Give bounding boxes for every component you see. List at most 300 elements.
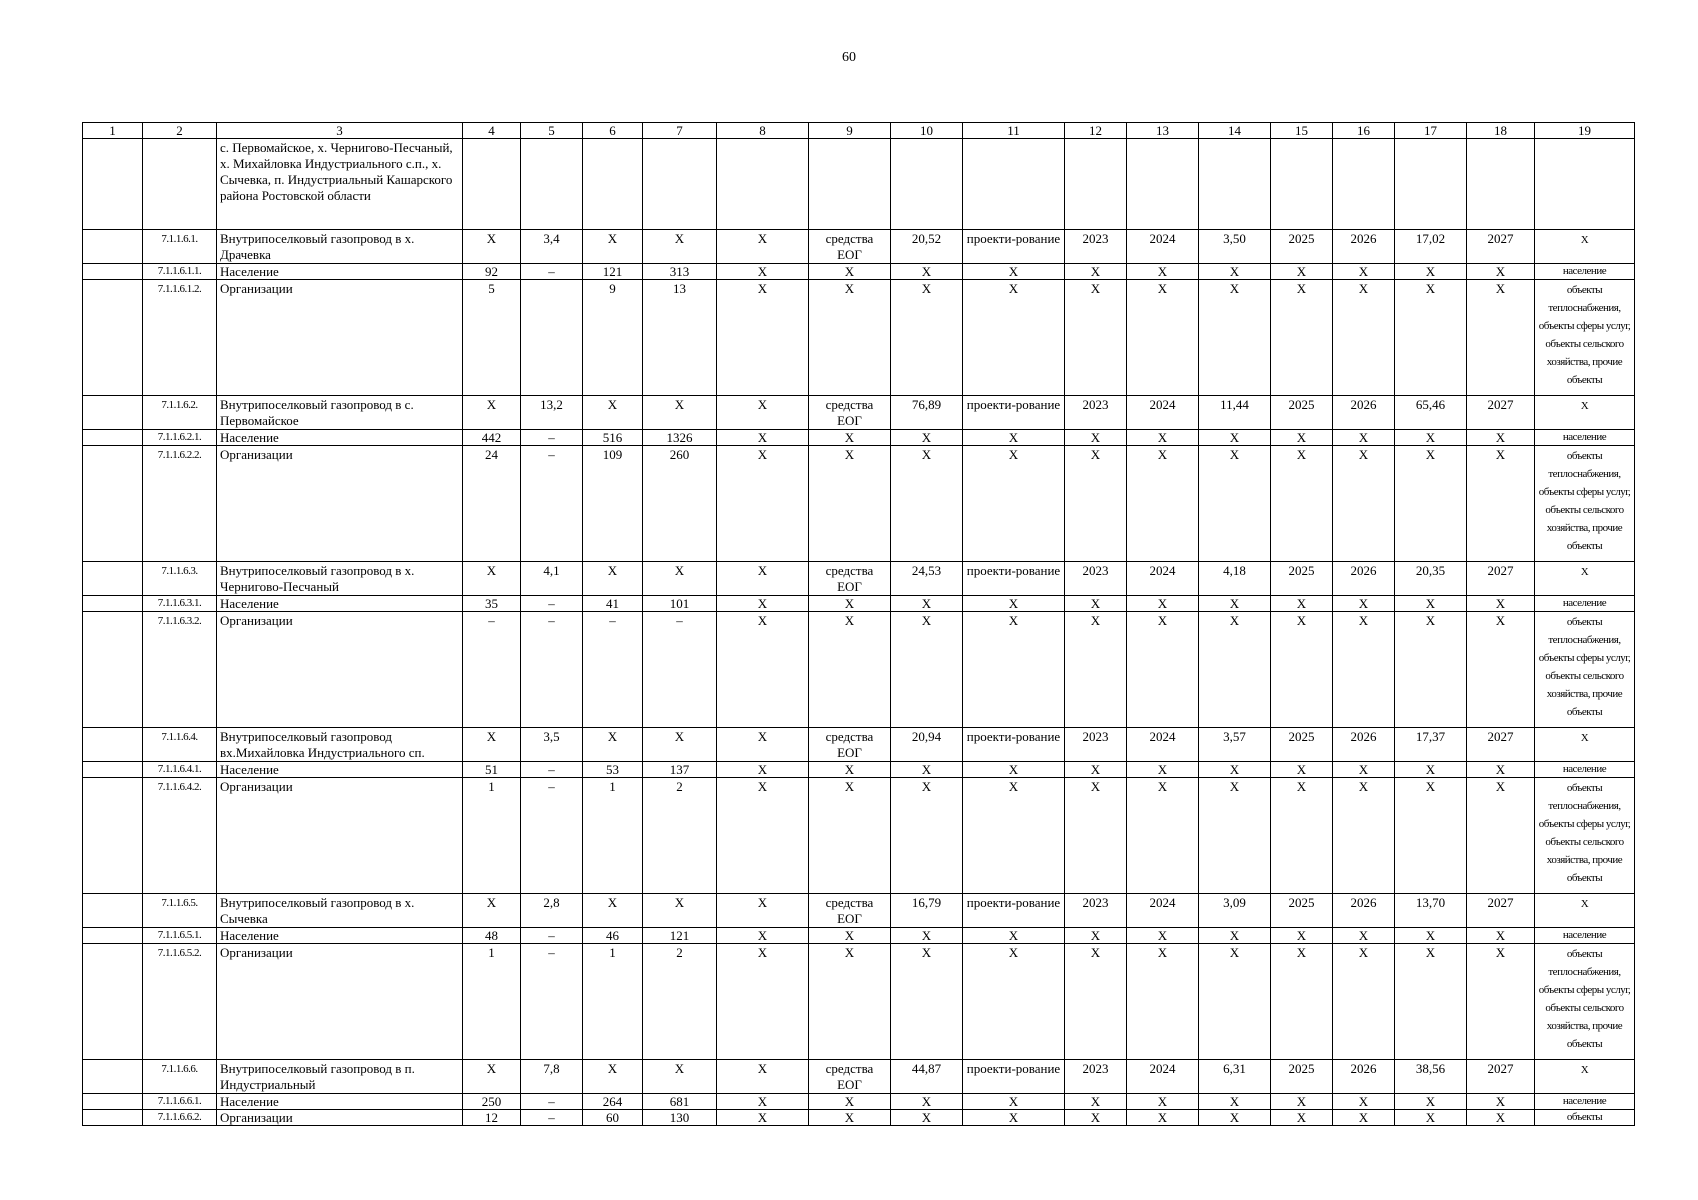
table-cell: 2024 (1127, 230, 1199, 264)
table-cell: X (717, 264, 809, 280)
table-cell (83, 894, 143, 928)
table-cell: X (1395, 612, 1467, 728)
table-cell: – (521, 446, 583, 562)
table-cell: X (1199, 430, 1271, 446)
table-cell: X (643, 1060, 717, 1094)
table-cell: X (809, 778, 891, 894)
table-cell: X (1333, 430, 1395, 446)
consumer-type: население (1535, 1094, 1635, 1110)
consumer-type: X (1535, 728, 1635, 762)
table-cell (1199, 139, 1271, 230)
item-number: 7.1.1.6.6.1. (143, 1094, 217, 1110)
table-cell: 17,37 (1395, 728, 1467, 762)
table-cell: X (1271, 280, 1333, 396)
table-cell: X (1395, 778, 1467, 894)
table-cell: X (963, 778, 1065, 894)
table-cell: X (963, 944, 1065, 1060)
table-cell: X (1065, 430, 1127, 446)
table-cell (83, 139, 143, 230)
table-cell: 38,56 (1395, 1060, 1467, 1094)
item-name: Внутрипоселковый газопровод в х. Драчевка (217, 230, 463, 264)
table-cell: X (583, 230, 643, 264)
table-cell (143, 139, 217, 230)
table-cell: X (1127, 446, 1199, 562)
table-cell: X (1395, 1110, 1467, 1126)
table-cell: 2025 (1271, 562, 1333, 596)
item-number: 7.1.1.6.2.1. (143, 430, 217, 446)
table-cell: X (1333, 446, 1395, 562)
table-cell (1065, 139, 1127, 230)
table-cell: X (891, 778, 963, 894)
table-cell: X (891, 430, 963, 446)
table-cell: 20,52 (891, 230, 963, 264)
organizations-row (83, 1110, 1635, 1126)
table-cell (83, 928, 143, 944)
table-cell: 2026 (1333, 894, 1395, 928)
item-number: 7.1.1.6.2. (143, 396, 217, 430)
table-cell: X (1127, 280, 1199, 396)
table-cell (83, 446, 143, 562)
table-cell: – (583, 612, 643, 728)
table-cell: 2025 (1271, 396, 1333, 430)
table-cell: 3,57 (1199, 728, 1271, 762)
consumer-type: население (1535, 596, 1635, 612)
table-cell: X (809, 762, 891, 778)
intro-text: с. Первомайское, х. Чернигово-Песчаный, х. Михайловка Индустриального с.п., х. Сычевка, п. Индустриальный Кашарского района Ростовской области (217, 139, 463, 230)
table-cell: 442 (463, 430, 521, 446)
table-cell: X (717, 1110, 809, 1126)
table-cell: – (521, 596, 583, 612)
table-cell: X (1271, 612, 1333, 728)
table-cell: 2026 (1333, 562, 1395, 596)
table-cell: проекти-рование (963, 1060, 1065, 1094)
table-cell: X (1271, 430, 1333, 446)
table-cell: X (643, 894, 717, 928)
table-cell (521, 280, 583, 396)
table-cell: X (891, 446, 963, 562)
table-cell: 2026 (1333, 230, 1395, 264)
column-number: 9 (809, 123, 891, 139)
population-row (83, 928, 1635, 944)
data-table (82, 122, 1635, 1126)
table-cell: 5 (463, 280, 521, 396)
column-number: 7 (643, 123, 717, 139)
table-cell: средства ЕОГ (809, 230, 891, 264)
column-number: 14 (1199, 123, 1271, 139)
table-cell: средства ЕОГ (809, 562, 891, 596)
column-number: 10 (891, 123, 963, 139)
table-cell: 2024 (1127, 728, 1199, 762)
table-cell: X (891, 1110, 963, 1126)
table-cell: X (963, 264, 1065, 280)
item-number: 7.1.1.6.5.2. (143, 944, 217, 1060)
table-cell: X (1199, 596, 1271, 612)
item-number: 7.1.1.6.4.2. (143, 778, 217, 894)
table-cell: 44,87 (891, 1060, 963, 1094)
consumer-type: X (1535, 1060, 1635, 1094)
table-cell: 20,94 (891, 728, 963, 762)
item-number: 7.1.1.6.4. (143, 728, 217, 762)
table-cell: X (809, 264, 891, 280)
table-cell: X (1199, 762, 1271, 778)
organizations-row (83, 446, 1635, 562)
table-cell: X (1467, 762, 1535, 778)
table-cell: X (809, 1094, 891, 1110)
table-cell: X (1127, 944, 1199, 1060)
item-name: Внутрипоселковый газопровод вх.Михайловка Индустриального сп. (217, 728, 463, 762)
item-name: Внутрипоселковый газопровод в х. Чернигово-Песчаный (217, 562, 463, 596)
table-cell: X (1333, 280, 1395, 396)
table-cell (83, 230, 143, 264)
table-cell: проекти-рование (963, 728, 1065, 762)
object-row (83, 728, 1635, 762)
item-name: Население (217, 596, 463, 612)
table-cell: 2027 (1467, 230, 1535, 264)
table-cell: X (1467, 1094, 1535, 1110)
table-cell: – (521, 430, 583, 446)
table-cell: проекти-рование (963, 894, 1065, 928)
table-cell: 2023 (1065, 728, 1127, 762)
table-cell: X (643, 396, 717, 430)
table-cell: 2024 (1127, 396, 1199, 430)
item-name: Организации (217, 944, 463, 1060)
table-cell: 12 (463, 1110, 521, 1126)
table-cell (1467, 139, 1535, 230)
table-cell: X (891, 264, 963, 280)
table-cell: X (963, 612, 1065, 728)
table-cell (83, 280, 143, 396)
table-cell: X (891, 928, 963, 944)
table-cell: X (963, 928, 1065, 944)
item-name: Внутрипоселковый газопровод в с. Первомайское (217, 396, 463, 430)
table-cell: X (1271, 1110, 1333, 1126)
table-cell: X (717, 230, 809, 264)
table-cell: X (717, 944, 809, 1060)
table-cell: – (521, 762, 583, 778)
table-cell: проекти-рование (963, 562, 1065, 596)
table-cell: X (463, 230, 521, 264)
table-cell: 681 (643, 1094, 717, 1110)
item-name: Население (217, 430, 463, 446)
table-cell: 1 (583, 944, 643, 1060)
table-cell: 13,2 (521, 396, 583, 430)
column-number: 19 (1535, 123, 1635, 139)
table-cell: X (1065, 928, 1127, 944)
table-cell (463, 139, 521, 230)
item-name: Организации (217, 280, 463, 396)
column-number: 8 (717, 123, 809, 139)
table-cell: X (1065, 778, 1127, 894)
table-cell: 6,31 (1199, 1060, 1271, 1094)
table-cell: X (717, 596, 809, 612)
table-cell: проекти-рование (963, 230, 1065, 264)
table-cell: X (1127, 778, 1199, 894)
table-cell: X (717, 612, 809, 728)
item-name: Организации (217, 778, 463, 894)
table-cell: средства ЕОГ (809, 894, 891, 928)
table-cell: 2025 (1271, 894, 1333, 928)
table-cell: X (717, 728, 809, 762)
table-cell: X (1271, 264, 1333, 280)
table-cell: X (1333, 264, 1395, 280)
table-cell: X (1395, 1094, 1467, 1110)
item-number: 7.1.1.6.6. (143, 1060, 217, 1094)
table-cell: 2024 (1127, 1060, 1199, 1094)
table-cell: X (891, 612, 963, 728)
table-cell (891, 139, 963, 230)
table-cell: X (1395, 264, 1467, 280)
table-cell: 101 (643, 596, 717, 612)
table-cell: X (1127, 596, 1199, 612)
table-cell: X (1271, 928, 1333, 944)
item-number: 7.1.1.6.1.2. (143, 280, 217, 396)
table-cell: X (583, 894, 643, 928)
table-body (83, 139, 1635, 1126)
consumer-type: объекты теплоснабжения, объекты сферы услуг, объекты сельского хозяйства, прочие объекты (1535, 944, 1635, 1060)
table-cell: X (1395, 762, 1467, 778)
page-number: 60 (842, 50, 856, 65)
table-cell: – (521, 612, 583, 728)
table-cell: X (1065, 1094, 1127, 1110)
table-cell: 2023 (1065, 230, 1127, 264)
table-cell: X (1467, 264, 1535, 280)
table-cell: X (463, 396, 521, 430)
object-row (83, 1060, 1635, 1094)
table-cell: X (1271, 762, 1333, 778)
table-cell (809, 139, 891, 230)
table-cell: X (1467, 1110, 1535, 1126)
table-cell: X (717, 1094, 809, 1110)
item-number: 7.1.1.6.1. (143, 230, 217, 264)
table-cell (83, 944, 143, 1060)
item-name: Население (217, 928, 463, 944)
table-cell: X (1199, 778, 1271, 894)
column-number: 15 (1271, 123, 1333, 139)
table-cell: X (463, 1060, 521, 1094)
table-cell: 53 (583, 762, 643, 778)
item-number: 7.1.1.6.3.1. (143, 596, 217, 612)
table-cell: X (1199, 446, 1271, 562)
table-cell: 16,79 (891, 894, 963, 928)
table-cell: 3,5 (521, 728, 583, 762)
item-number: 7.1.1.6.1.1. (143, 264, 217, 280)
table-cell: X (1395, 596, 1467, 612)
table-cell: X (1065, 762, 1127, 778)
table-cell: X (463, 562, 521, 596)
table-cell: X (963, 1094, 1065, 1110)
table-cell: X (1395, 928, 1467, 944)
table-cell: X (583, 562, 643, 596)
item-number: 7.1.1.6.3. (143, 562, 217, 596)
table-cell: X (963, 280, 1065, 396)
organizations-row (83, 280, 1635, 396)
column-number: 2 (143, 123, 217, 139)
table-cell: X (963, 430, 1065, 446)
table-cell: 20,35 (1395, 562, 1467, 596)
table-cell: 2023 (1065, 894, 1127, 928)
table-cell: 2027 (1467, 894, 1535, 928)
population-row (83, 430, 1635, 446)
item-name: Население (217, 762, 463, 778)
table-cell: 2026 (1333, 1060, 1395, 1094)
table-cell: X (1127, 1110, 1199, 1126)
table-cell: 2024 (1127, 562, 1199, 596)
table-cell (83, 430, 143, 446)
table-cell: X (717, 762, 809, 778)
table-cell: X (1333, 596, 1395, 612)
table-cell: 76,89 (891, 396, 963, 430)
item-number: 7.1.1.6.6.2. (143, 1110, 217, 1126)
table-cell: 2025 (1271, 1060, 1333, 1094)
table-cell: X (717, 430, 809, 446)
table-cell: X (1271, 596, 1333, 612)
table-cell: X (809, 612, 891, 728)
consumer-type: X (1535, 230, 1635, 264)
item-name: Население (217, 264, 463, 280)
table-cell: 3,50 (1199, 230, 1271, 264)
table-cell: – (521, 928, 583, 944)
column-number-row (83, 123, 1635, 139)
table-cell: 3,09 (1199, 894, 1271, 928)
column-number: 18 (1467, 123, 1535, 139)
table-cell: X (1199, 612, 1271, 728)
table-cell: X (1467, 928, 1535, 944)
table-cell: X (1127, 264, 1199, 280)
table-cell: – (521, 1110, 583, 1126)
table-cell: 4,1 (521, 562, 583, 596)
table-cell: 2023 (1065, 396, 1127, 430)
table-cell: X (463, 894, 521, 928)
table-cell: X (809, 280, 891, 396)
table-cell: X (1333, 1110, 1395, 1126)
table-cell (83, 1110, 143, 1126)
table-cell: 2023 (1065, 562, 1127, 596)
table-cell: 1 (463, 944, 521, 1060)
table-cell (83, 1094, 143, 1110)
table-cell: X (809, 446, 891, 562)
table-cell: 35 (463, 596, 521, 612)
table-cell: X (717, 280, 809, 396)
table-cell: X (809, 944, 891, 1060)
table-cell: X (1199, 928, 1271, 944)
table-cell: средства ЕОГ (809, 1060, 891, 1094)
table-cell: – (643, 612, 717, 728)
consumer-type: X (1535, 894, 1635, 928)
organizations-row (83, 778, 1635, 894)
table-cell: 313 (643, 264, 717, 280)
table-cell: X (809, 596, 891, 612)
object-row (83, 562, 1635, 596)
table-cell: X (809, 430, 891, 446)
column-number: 6 (583, 123, 643, 139)
table-cell: – (521, 944, 583, 1060)
table-cell (83, 612, 143, 728)
table-cell: X (643, 728, 717, 762)
table-cell: X (891, 762, 963, 778)
table-cell: X (717, 562, 809, 596)
table-cell (83, 396, 143, 430)
table-cell: X (717, 928, 809, 944)
table-cell (583, 139, 643, 230)
table-cell: X (1467, 778, 1535, 894)
table-cell: X (1333, 762, 1395, 778)
population-row (83, 264, 1635, 280)
item-name: Организации (217, 612, 463, 728)
item-name: Население (217, 1094, 463, 1110)
table-cell: X (1271, 944, 1333, 1060)
item-number: 7.1.1.6.5. (143, 894, 217, 928)
consumer-type: население (1535, 430, 1635, 446)
table-cell: X (1467, 944, 1535, 1060)
table-cell (717, 139, 809, 230)
table-cell: 1 (463, 778, 521, 894)
table-cell: проекти-рование (963, 396, 1065, 430)
table-cell: 41 (583, 596, 643, 612)
table-cell: X (891, 596, 963, 612)
consumer-type: объекты теплоснабжения, объекты сферы услуг, объекты сельского хозяйства, прочие объекты (1535, 280, 1635, 396)
table-cell: X (1127, 612, 1199, 728)
table-cell (83, 762, 143, 778)
table-cell: X (1065, 446, 1127, 562)
table-cell: 2 (643, 944, 717, 1060)
organizations-row (83, 944, 1635, 1060)
table-cell: 2 (643, 778, 717, 894)
table-cell: 13 (643, 280, 717, 396)
table-cell: X (963, 1110, 1065, 1126)
consumer-type: X (1535, 396, 1635, 430)
table-cell: X (1395, 446, 1467, 562)
table-cell (1395, 139, 1467, 230)
population-row (83, 1094, 1635, 1110)
table-cell: X (583, 396, 643, 430)
column-number: 12 (1065, 123, 1127, 139)
consumer-type: население (1535, 264, 1635, 280)
table-cell: X (1333, 928, 1395, 944)
table-cell: – (521, 778, 583, 894)
population-row (83, 596, 1635, 612)
table-cell: X (1467, 446, 1535, 562)
table-cell: 46 (583, 928, 643, 944)
item-name: Организации (217, 446, 463, 562)
table-cell: 24 (463, 446, 521, 562)
table-cell: 2027 (1467, 562, 1535, 596)
table-cell: X (891, 280, 963, 396)
table-cell: X (1467, 280, 1535, 396)
table-cell: X (1065, 596, 1127, 612)
table-cell: 92 (463, 264, 521, 280)
table-cell: X (583, 1060, 643, 1094)
table-cell: X (1199, 1094, 1271, 1110)
table-cell (1127, 139, 1199, 230)
table-cell: X (717, 396, 809, 430)
table-cell: 2027 (1467, 728, 1535, 762)
table-cell: 2027 (1467, 1060, 1535, 1094)
table-cell: X (717, 1060, 809, 1094)
consumer-type: население (1535, 928, 1635, 944)
table-cell: X (1065, 1110, 1127, 1126)
item-number: 7.1.1.6.4.1. (143, 762, 217, 778)
table-cell: X (1271, 778, 1333, 894)
table-cell: X (1065, 264, 1127, 280)
column-number: 16 (1333, 123, 1395, 139)
table-cell: X (1467, 612, 1535, 728)
table-cell: 3,4 (521, 230, 583, 264)
table-cell: 2026 (1333, 396, 1395, 430)
table-cell: X (891, 1094, 963, 1110)
table-cell: X (1333, 612, 1395, 728)
table-cell: X (1395, 280, 1467, 396)
table-cell: X (1127, 762, 1199, 778)
